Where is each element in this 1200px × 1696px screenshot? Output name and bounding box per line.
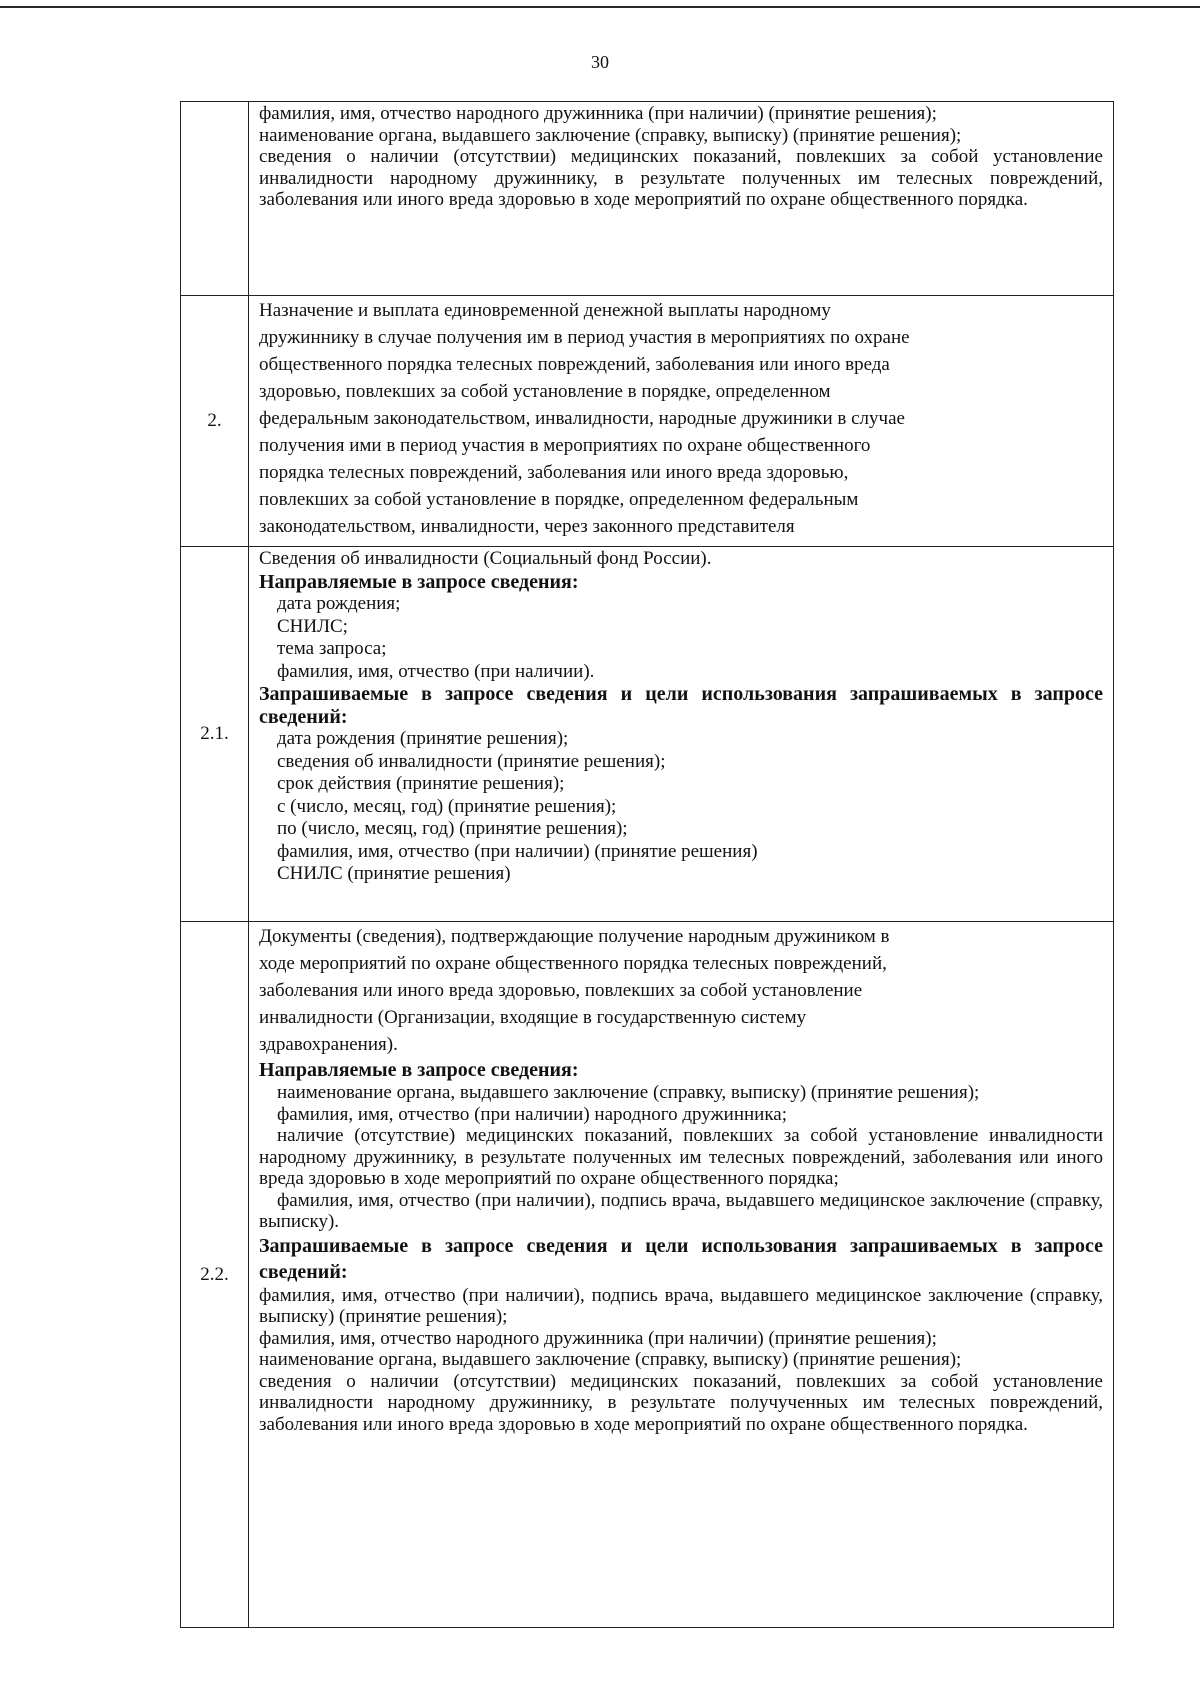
- text-line: дружиннику в случае получения им в период участия в мероприятиях по охране: [259, 327, 910, 348]
- list-item: фамилия, имя, отчество (при наличии).: [277, 660, 595, 682]
- text-line: здравохранения).: [259, 1034, 398, 1055]
- list-item: наименование органа, выдавшего заключение (справку, выписку) (принятие решения);: [277, 1082, 980, 1103]
- requested-data-heading: Запрашиваемые в запросе сведения и цели использования запрашиваемых в запросе сведений:: [259, 1234, 1103, 1283]
- text-line: Документы (сведения), подтверждающие получение народным дружиником в: [259, 926, 890, 947]
- list-item: фамилия, имя, отчество (при наличии), подпись врача, выдавшего медицинское заключение (справку, выписку).: [259, 1189, 1103, 1232]
- list-item: фамилия, имя, отчество народного дружинника (при наличии) (принятие решения);: [259, 103, 937, 124]
- text-line: получения ими в период участия в мероприятиях по охране общественного: [259, 435, 871, 456]
- list-item: дата рождения (принятие решения);: [277, 728, 569, 749]
- list-item: дата рождения;: [277, 593, 401, 614]
- list-item: СНИЛС (принятие решения): [277, 863, 511, 884]
- text-line: повлекших за собой установление в порядке, определенном федеральным: [259, 489, 859, 510]
- row-number: 2.2.: [181, 922, 249, 1628]
- list-item: тема запроса;: [277, 638, 387, 659]
- requested-data-heading: Запрашиваемые в запросе сведения и цели использования запрашиваемых в запросе сведений:: [259, 683, 1103, 728]
- sent-data-heading: Направляемые в запросе сведения:: [259, 570, 579, 593]
- sent-data-heading: Направляемые в запросе сведения:: [259, 1059, 579, 1081]
- row-content: [249, 296, 1114, 547]
- text-line: здоровью, повлекших за собой установление в порядке, определенном: [259, 381, 831, 402]
- text-line: порядка телесных повреждений, заболевания или иного вреда здоровью,: [259, 462, 849, 483]
- row-content: [249, 547, 1114, 922]
- source-description: [259, 923, 1103, 1058]
- text-line: федеральным законодательством, инвалидности, народные дружиники в случае: [259, 408, 905, 429]
- list-item: наименование органа, выдавшего заключение (справку, выписку) (принятие решения);: [259, 124, 962, 146]
- list-item: фамилия, имя, отчество (при наличии) народного дружинника;: [277, 1103, 787, 1125]
- table-row: [181, 296, 1114, 547]
- document-table: [180, 101, 1114, 1628]
- text-line: инвалидности (Организации, входящие в государственную систему: [259, 1007, 807, 1028]
- list-item: фамилия, имя, отчество (при наличии) (принятие решения): [277, 840, 758, 862]
- list-item: фамилия, имя, отчество (при наличии), подпись врача, выдавшего медицинское заключение (справку, выписку) (принятие решения);: [259, 1284, 1103, 1327]
- text-line: Назначение и выплата единовременной денежной выплаты народному: [259, 300, 831, 321]
- text-line: ходе мероприятий по охране общественного порядка телесных повреждений,: [259, 953, 887, 974]
- list-item: наименование органа, выдавшего заключение (справку, выписку) (принятие решения);: [259, 1349, 962, 1370]
- table-row: [181, 102, 1114, 296]
- scan-edge-line: [0, 6, 1200, 8]
- list-item: сведения об инвалидности (принятие решения);: [277, 750, 666, 772]
- row-number: [181, 102, 249, 296]
- row-number: 2.1.: [181, 547, 249, 922]
- list-item: с (число, месяц, год) (принятие решения);: [277, 795, 617, 817]
- text-line: общественного порядка телесных повреждений, заболевания или иного вреда: [259, 354, 890, 375]
- list-item: сведения о наличии (отсутствии) медицинских показаний, повлекших за собой установление инвалидности народному дружиннику, в результате полученных им телесных повреждений, заболевания или иного вреда здоровью в ходе мероприятий по охране общественного порядка.: [259, 146, 1103, 210]
- table-row: [181, 922, 1114, 1628]
- list-item: СНИЛС;: [277, 615, 348, 637]
- list-item: срок действия (принятие решения);: [277, 773, 565, 794]
- text-line: заболевания или иного вреда здоровью, повлекших за собой установление: [259, 980, 863, 1001]
- row-number: 2.: [181, 296, 249, 547]
- page-number: 30: [591, 52, 609, 72]
- list-item: сведения о наличии (отсутствии) медицинских показаний, повлекших за собой установление инвалидности народному дружиннику, в результате получученных им телесных повреждений, заболевания или иного вреда здоровью в ходе мероприятий по охране общественного порядка.: [259, 1370, 1103, 1435]
- source-description: Сведения об инвалидности (Социальный фонд России).: [259, 548, 712, 569]
- table-row: [181, 547, 1114, 922]
- row-content: [249, 102, 1114, 296]
- text-line: законодательством, инвалидности, через законного представителя: [259, 516, 795, 537]
- list-item: наличие (отсутствие) медицинских показаний, повлекших за собой установление инвалидности народному дружиннику, в результате полученных им телесных повреждений, заболевания или иного вреда здоровью в ходе мероприятий по охране общественного порядка;: [259, 1125, 1103, 1189]
- list-item: фамилия, имя, отчество народного дружинника (при наличии) (принятие решения);: [259, 1327, 937, 1349]
- list-item: по (число, месяц, год) (принятие решения);: [277, 818, 628, 839]
- row-content: [249, 922, 1114, 1628]
